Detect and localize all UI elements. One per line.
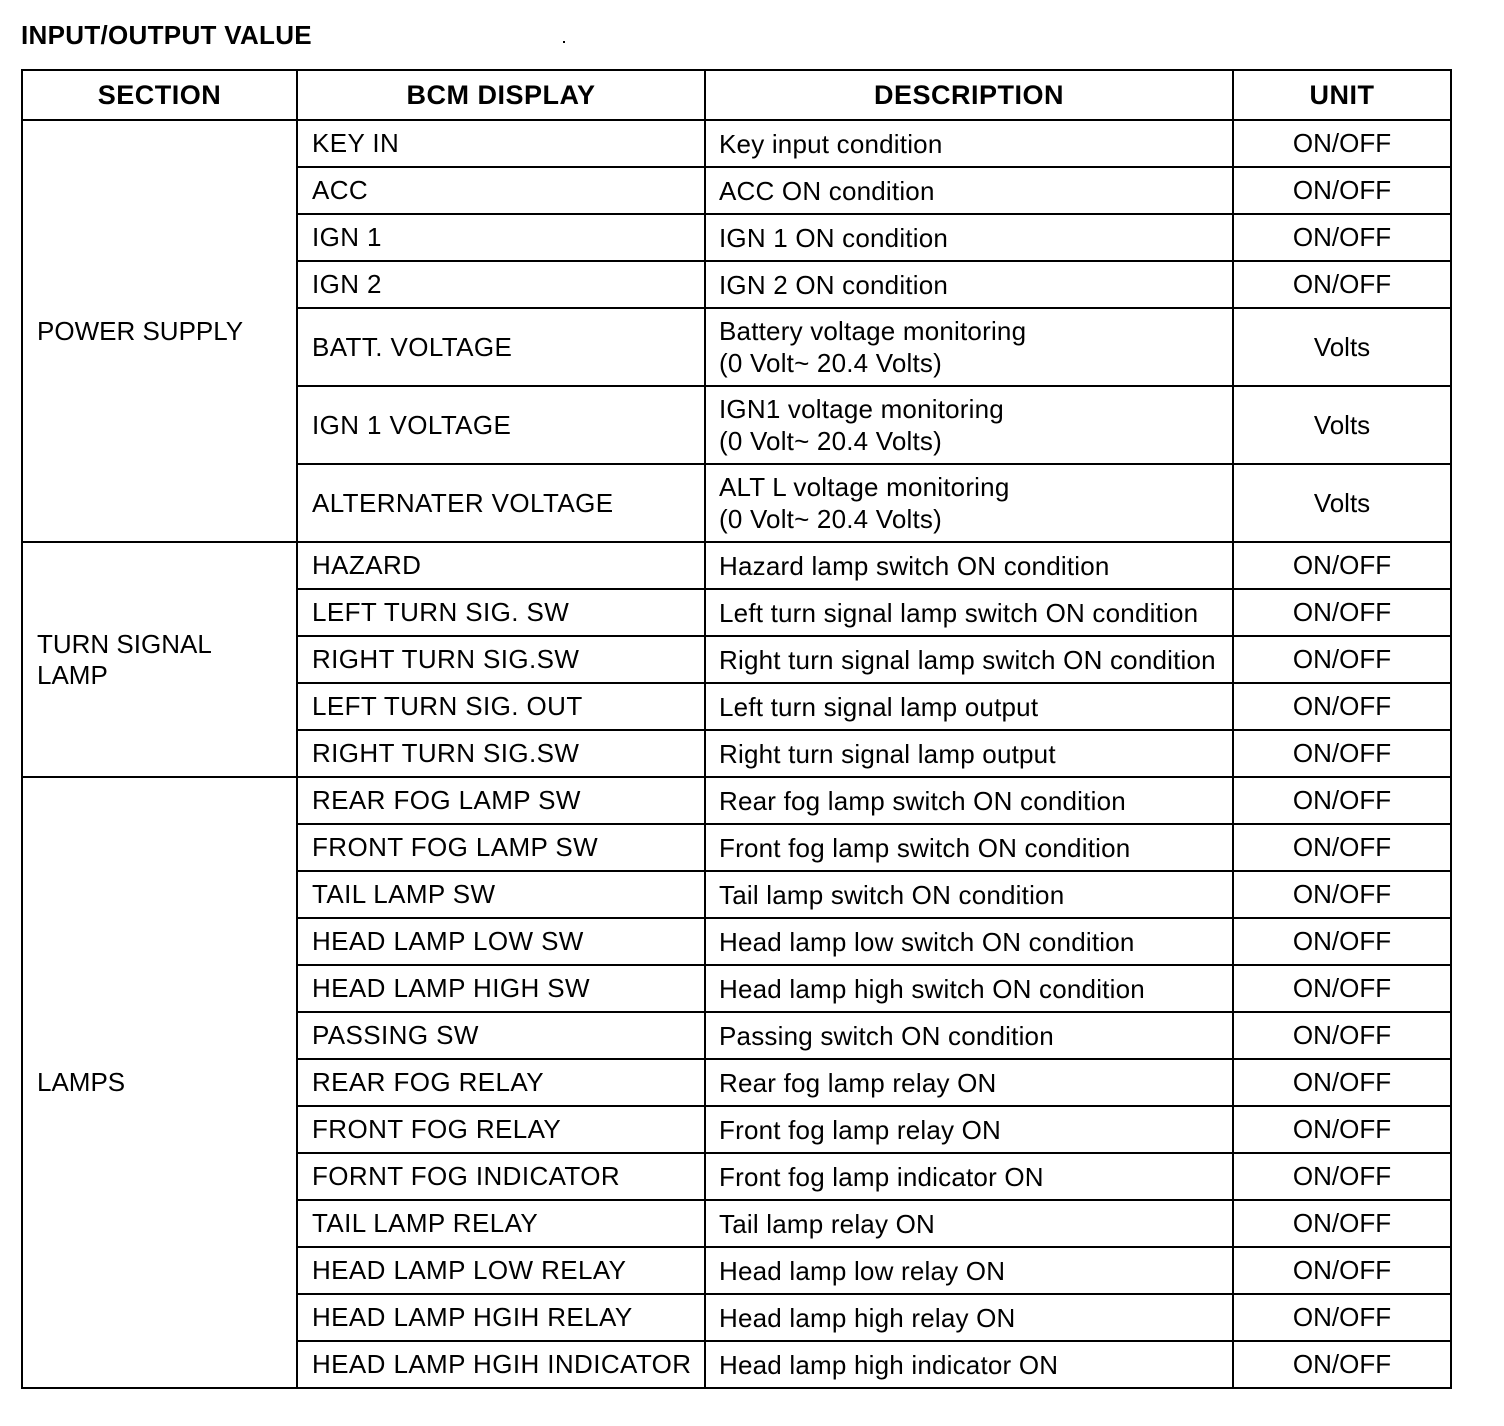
- description-line: ACC ON condition: [719, 175, 935, 206]
- unit-cell: ON/OFF: [1233, 1200, 1451, 1247]
- unit-cell: ON/OFF: [1233, 730, 1451, 777]
- unit-cell: ON/OFF: [1233, 589, 1451, 636]
- bcm-display-cell: BATT. VOLTAGE: [297, 308, 705, 386]
- bcm-display-cell: HEAD LAMP LOW SW: [297, 918, 705, 965]
- unit-cell: ON/OFF: [1233, 120, 1451, 167]
- unit-cell: Volts: [1233, 464, 1451, 542]
- section-name-line: POWER SUPPLY: [37, 315, 244, 346]
- description-cell: [705, 1341, 1233, 1388]
- unit-cell: ON/OFF: [1233, 777, 1451, 824]
- description-cell: [705, 167, 1233, 214]
- bcm-display-cell: LEFT TURN SIG. OUT: [297, 683, 705, 730]
- page-title: INPUT/OUTPUT VALUE: [21, 20, 312, 50]
- header-unit: UNIT: [1233, 70, 1451, 120]
- description-cell: [705, 1247, 1233, 1294]
- description-line: Rear fog lamp switch ON condition: [719, 785, 1126, 816]
- section-cell: [22, 542, 297, 777]
- description-line: ALT L voltage monitoring: [719, 472, 1010, 502]
- io-value-table: [21, 69, 1452, 1389]
- description-cell: [705, 120, 1233, 167]
- unit-cell: ON/OFF: [1233, 918, 1451, 965]
- description-cell: [705, 871, 1233, 918]
- description-line: Battery voltage monitoring: [719, 316, 1027, 346]
- bcm-display-cell: IGN 1 VOLTAGE: [297, 386, 705, 464]
- unit-cell: ON/OFF: [1233, 1341, 1451, 1388]
- description-cell: [705, 730, 1233, 777]
- bcm-display-cell: PASSING SW: [297, 1012, 705, 1059]
- table-row: [22, 777, 1451, 824]
- description-line: Head lamp low switch ON condition: [719, 926, 1135, 957]
- description-cell: [705, 918, 1233, 965]
- description-cell: [705, 965, 1233, 1012]
- header-section: SECTION: [22, 70, 297, 120]
- description-cell: [705, 636, 1233, 683]
- description-line: Front fog lamp switch ON condition: [719, 832, 1131, 863]
- description-cell: [705, 824, 1233, 871]
- description-line: Tail lamp relay ON: [719, 1208, 935, 1239]
- unit-cell: ON/OFF: [1233, 1153, 1451, 1200]
- bcm-display-cell: REAR FOG LAMP SW: [297, 777, 705, 824]
- section-name-line: TURN SIGNAL: [37, 628, 212, 659]
- section-cell: [22, 777, 297, 1388]
- description-cell: [705, 1200, 1233, 1247]
- bcm-display-cell: ALTERNATER VOLTAGE: [297, 464, 705, 542]
- unit-cell: ON/OFF: [1233, 1247, 1451, 1294]
- description-line: Front fog lamp indicator ON: [719, 1161, 1044, 1192]
- unit-cell: ON/OFF: [1233, 1294, 1451, 1341]
- description-line: Key input condition: [719, 128, 943, 159]
- unit-cell: Volts: [1233, 308, 1451, 386]
- bcm-display-cell: IGN 2: [297, 261, 705, 308]
- description-cell: [705, 1153, 1233, 1200]
- description-cell: [705, 589, 1233, 636]
- unit-cell: ON/OFF: [1233, 636, 1451, 683]
- table-row: [22, 542, 1451, 589]
- unit-cell: ON/OFF: [1233, 214, 1451, 261]
- bcm-display-cell: REAR FOG RELAY: [297, 1059, 705, 1106]
- description-line: Head lamp low relay ON: [719, 1255, 1006, 1286]
- header-bcm-display: BCM DISPLAY: [297, 70, 705, 120]
- table-row: [22, 120, 1451, 167]
- bcm-display-cell: RIGHT TURN SIG.SW: [297, 636, 705, 683]
- description-cell: [705, 683, 1233, 730]
- description-line: Passing switch ON condition: [719, 1020, 1054, 1051]
- description-cell: [705, 1294, 1233, 1341]
- bcm-display-cell: HEAD LAMP HIGH SW: [297, 965, 705, 1012]
- description-cell: [705, 777, 1233, 824]
- description-cell: [705, 1012, 1233, 1059]
- table-body: [22, 120, 1451, 1388]
- description-line: Left turn signal lamp switch ON condition: [719, 597, 1199, 628]
- description-line: IGN1 voltage monitoring: [719, 394, 1004, 424]
- bcm-display-cell: TAIL LAMP SW: [297, 871, 705, 918]
- section-cell: [22, 120, 297, 542]
- description-line: Left turn signal lamp output: [719, 691, 1039, 722]
- description-cell: [705, 1059, 1233, 1106]
- description-cell: [705, 308, 1233, 386]
- description-cell: [705, 214, 1233, 261]
- bcm-display-cell: LEFT TURN SIG. SW: [297, 589, 705, 636]
- description-line: (0 Volt~ 20.4 Volts): [719, 504, 942, 534]
- unit-cell: ON/OFF: [1233, 1012, 1451, 1059]
- unit-cell: ON/OFF: [1233, 1106, 1451, 1153]
- unit-cell: ON/OFF: [1233, 824, 1451, 871]
- description-line: Right turn signal lamp switch ON condition: [719, 644, 1216, 675]
- description-line: Right turn signal lamp output: [719, 738, 1056, 769]
- bcm-display-cell: IGN 1: [297, 214, 705, 261]
- stray-dot: [563, 41, 565, 43]
- bcm-display-cell: FRONT FOG RELAY: [297, 1106, 705, 1153]
- bcm-display-cell: ACC: [297, 167, 705, 214]
- bcm-display-cell: RIGHT TURN SIG.SW: [297, 730, 705, 777]
- description-line: Hazard lamp switch ON condition: [719, 550, 1110, 581]
- description-line: Rear fog lamp relay ON: [719, 1067, 997, 1098]
- bcm-display-cell: HEAD LAMP HGIH RELAY: [297, 1294, 705, 1341]
- bcm-display-cell: KEY IN: [297, 120, 705, 167]
- description-cell: [705, 1106, 1233, 1153]
- description-cell: [705, 386, 1233, 464]
- description-cell: [705, 464, 1233, 542]
- description-line: (0 Volt~ 20.4 Volts): [719, 426, 942, 456]
- description-line: IGN 2 ON condition: [719, 269, 949, 300]
- section-name-line: LAMPS: [37, 1067, 126, 1097]
- unit-cell: Volts: [1233, 386, 1451, 464]
- bcm-display-cell: HEAD LAMP LOW RELAY: [297, 1247, 705, 1294]
- description-line: Head lamp high relay ON: [719, 1302, 1016, 1333]
- description-cell: [705, 542, 1233, 589]
- description-cell: [705, 261, 1233, 308]
- unit-cell: ON/OFF: [1233, 965, 1451, 1012]
- description-line: (0 Volt~ 20.4 Volts): [719, 348, 942, 378]
- bcm-display-cell: HAZARD: [297, 542, 705, 589]
- description-line: Head lamp high switch ON condition: [719, 973, 1145, 1004]
- description-line: Front fog lamp relay ON: [719, 1114, 1002, 1145]
- bcm-display-cell: FORNT FOG INDICATOR: [297, 1153, 705, 1200]
- description-line: Head lamp high indicator ON: [719, 1349, 1059, 1380]
- unit-cell: ON/OFF: [1233, 683, 1451, 730]
- unit-cell: ON/OFF: [1233, 261, 1451, 308]
- bcm-display-cell: TAIL LAMP RELAY: [297, 1200, 705, 1247]
- description-line: IGN 1 ON condition: [719, 222, 949, 253]
- unit-cell: ON/OFF: [1233, 1059, 1451, 1106]
- header-description: DESCRIPTION: [705, 70, 1233, 120]
- unit-cell: ON/OFF: [1233, 167, 1451, 214]
- bcm-display-cell: FRONT FOG LAMP SW: [297, 824, 705, 871]
- description-line: Tail lamp switch ON condition: [719, 879, 1065, 910]
- unit-cell: ON/OFF: [1233, 542, 1451, 589]
- header-row: [22, 70, 1451, 120]
- bcm-display-cell: HEAD LAMP HGIH INDICATOR: [297, 1341, 705, 1388]
- section-name-line: LAMP: [37, 659, 108, 690]
- unit-cell: ON/OFF: [1233, 871, 1451, 918]
